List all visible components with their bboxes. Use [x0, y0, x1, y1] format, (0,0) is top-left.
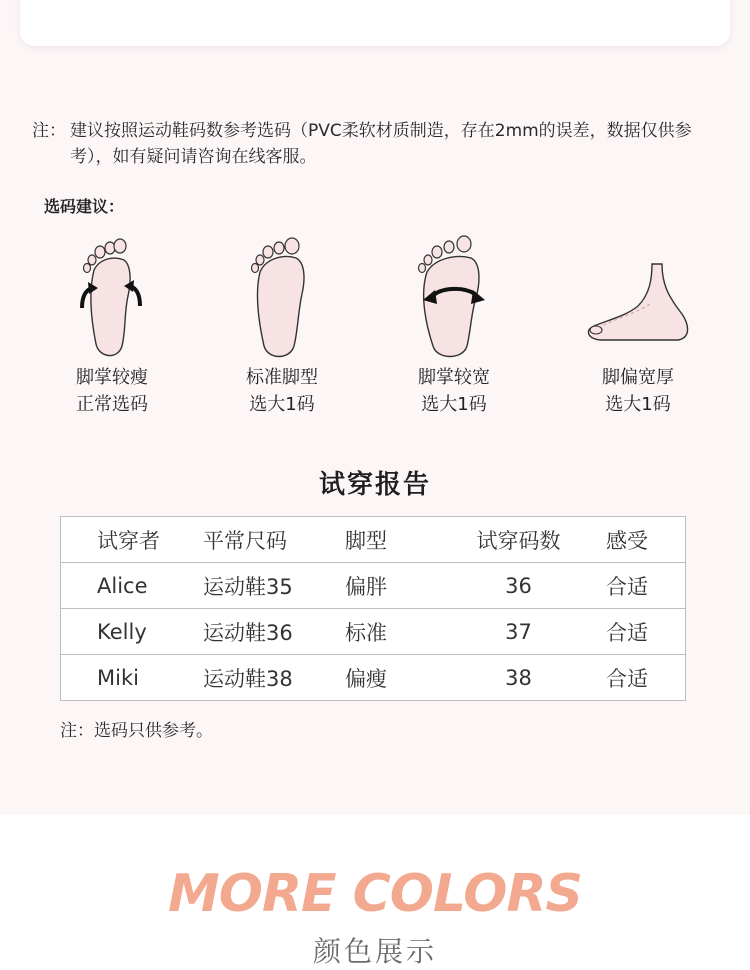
suggestion-item-wide — [379, 234, 529, 418]
suggestion-item-standard — [207, 234, 357, 418]
suggestion-title: 选码建议： — [44, 197, 125, 216]
cell-foot-type: 偏胖 — [345, 563, 441, 609]
cell-tried-size: 37 — [441, 609, 596, 655]
table-row — [61, 655, 686, 701]
cell-tried-size: 38 — [441, 655, 596, 701]
cell-tester: Alice — [61, 563, 204, 609]
cell-feeling: 合适 — [596, 609, 686, 655]
cell-tester: Miki — [61, 655, 204, 701]
table-header-row — [61, 517, 686, 563]
cell-foot-type: 偏瘦 — [345, 655, 441, 701]
note-text: 建议按照运动鞋码数参考选码（PVC柔软材质制造，存在2mm的误差，数据仅供参考），如有疑问请咨询在线客服。 — [70, 121, 692, 167]
header-feeling: 感受 — [596, 517, 686, 563]
color-display-subheading: 颜色展示 — [312, 935, 437, 968]
suggestion-size-advice: 选大1码 — [249, 394, 315, 415]
report-title: 试穿报告 — [318, 470, 431, 500]
cell-tried-size: 36 — [441, 563, 596, 609]
suggestion-size-advice: 正常选码 — [76, 394, 148, 415]
cell-usual-size: 运动鞋35 — [203, 563, 345, 609]
wide-foot-icon — [379, 234, 529, 364]
cell-foot-type: 标准 — [345, 609, 441, 655]
cell-feeling: 合适 — [596, 563, 686, 609]
header-tester: 试穿者 — [61, 517, 204, 563]
try-on-report-table — [60, 516, 686, 701]
suggestion-foot-type: 脚偏宽厚 — [602, 367, 674, 388]
narrow-foot-icon — [37, 234, 187, 364]
size-note — [32, 118, 712, 170]
table-row — [61, 563, 686, 609]
suggestion-item-narrow — [37, 234, 187, 418]
cell-usual-size: 运动鞋38 — [203, 655, 345, 701]
suggestion-foot-type: 标准脚型 — [246, 367, 318, 388]
suggestion-size-advice: 选大1码 — [605, 394, 671, 415]
top-card — [20, 0, 730, 46]
suggestion-item-thick — [563, 234, 713, 418]
header-foot-type: 脚型 — [345, 517, 441, 563]
note-prefix: 注： — [32, 121, 66, 141]
cell-feeling: 合适 — [596, 655, 686, 701]
table-note: 注：选码只供参考。 — [60, 721, 213, 741]
table-row — [61, 609, 686, 655]
thick-foot-side-icon — [563, 234, 713, 364]
cell-usual-size: 运动鞋36 — [203, 609, 345, 655]
more-colors-heading: MORE COLORS — [168, 864, 582, 924]
standard-foot-icon — [207, 234, 357, 364]
suggestion-foot-type: 脚掌较宽 — [418, 367, 490, 388]
suggestion-foot-type: 脚掌较瘦 — [76, 367, 148, 388]
cell-tester: Kelly — [61, 609, 204, 655]
header-usual-size: 平常尺码 — [203, 517, 345, 563]
header-tried-size: 试穿码数 — [441, 517, 596, 563]
suggestion-size-advice: 选大1码 — [421, 394, 487, 415]
